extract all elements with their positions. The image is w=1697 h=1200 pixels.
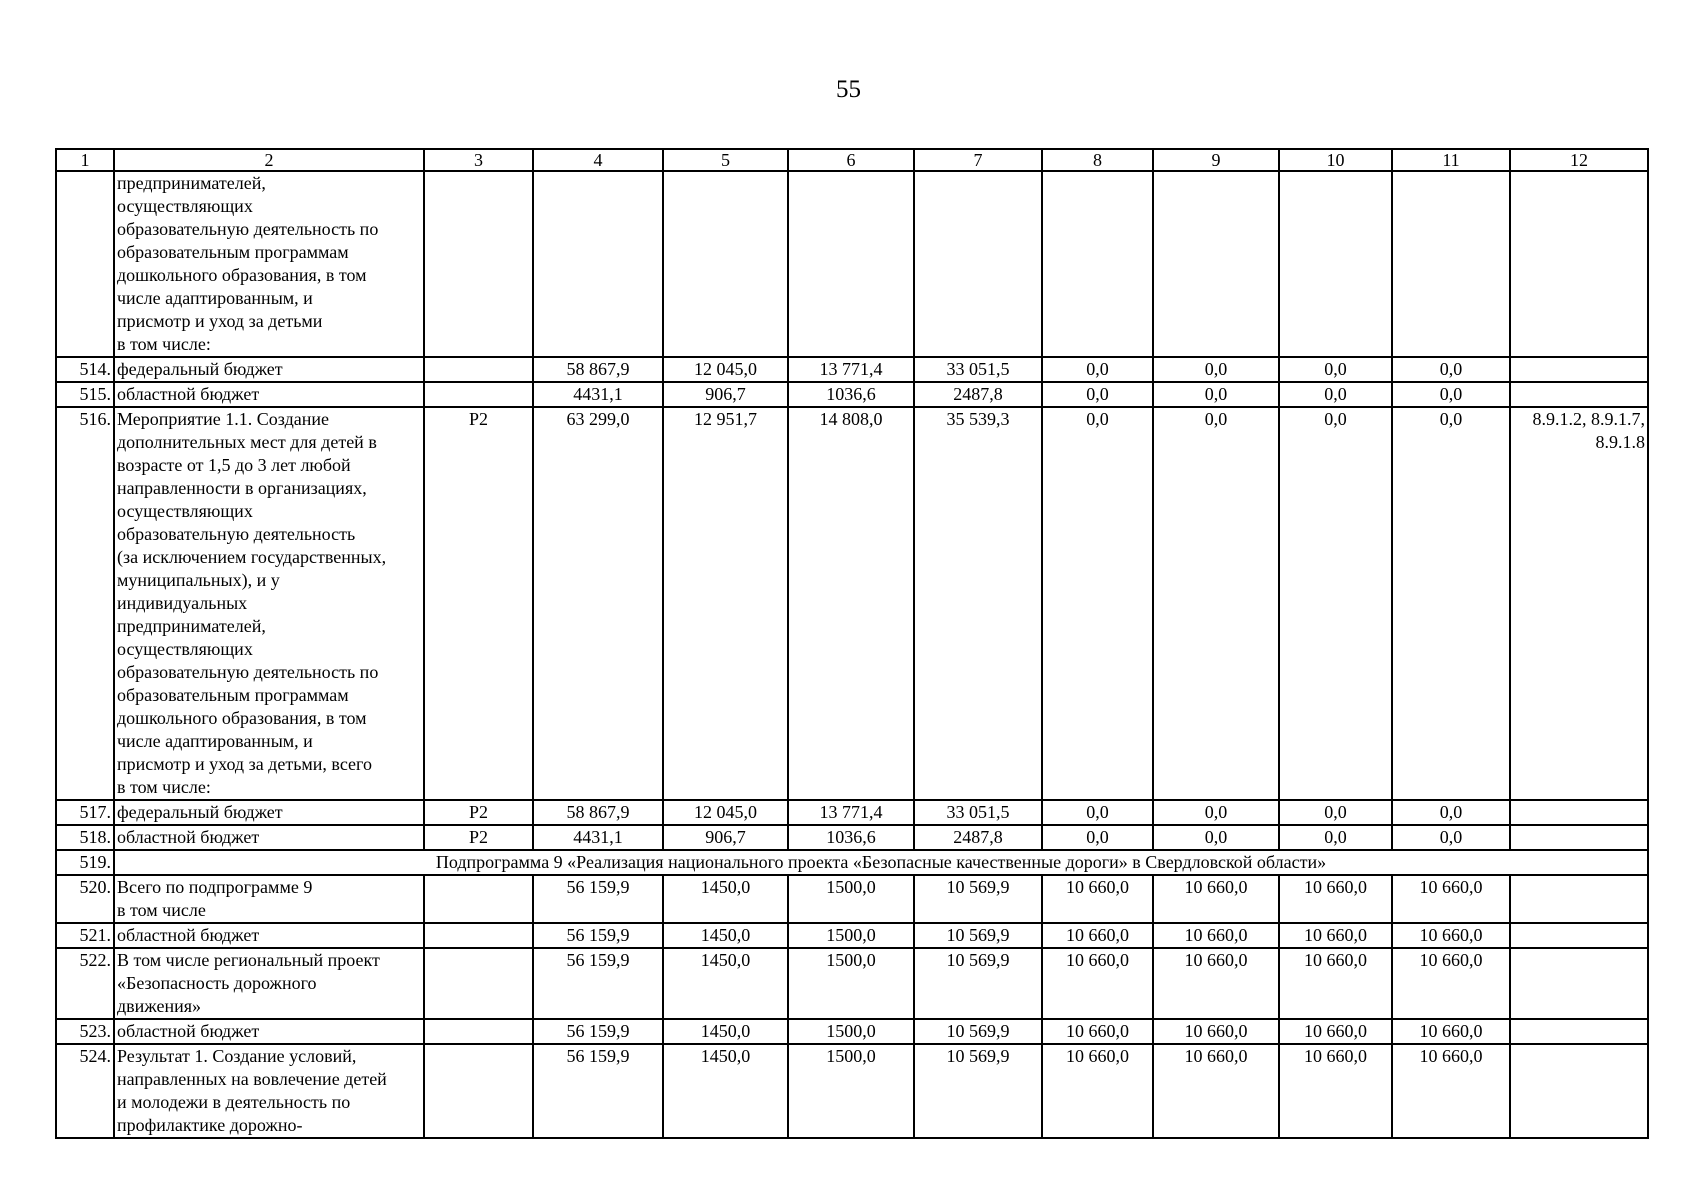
table-row xyxy=(56,1044,1648,1138)
amount-cell: 10 660,0 xyxy=(1279,923,1392,948)
subprogram-title: Подпрограмма 9 «Реализация национального проекта «Безопасные качественные дороги» в Свердловской области» xyxy=(114,850,1648,875)
row-number: 514. xyxy=(56,357,114,382)
table-row xyxy=(56,357,1648,382)
column-header: 9 xyxy=(1153,149,1279,171)
row-code xyxy=(424,948,533,1019)
amount-cell: 0,0 xyxy=(1392,407,1510,800)
row-description: федеральный бюджет xyxy=(114,800,424,825)
column-header: 12 xyxy=(1510,149,1648,171)
amount-cell: 12 045,0 xyxy=(663,800,788,825)
amount-cell: 2487,8 xyxy=(914,825,1042,850)
row-description: Всего по подпрограмме 9 в том числе xyxy=(114,875,424,923)
row-reference xyxy=(1510,1019,1648,1044)
amount-cell: 1450,0 xyxy=(663,875,788,923)
row-reference xyxy=(1510,825,1648,850)
amount-cell: 0,0 xyxy=(1153,825,1279,850)
budget-table xyxy=(55,148,1649,1139)
amount-cell xyxy=(1392,171,1510,357)
column-number-row xyxy=(56,149,1648,171)
amount-cell: 10 660,0 xyxy=(1042,923,1153,948)
amount-cell: 0,0 xyxy=(1392,800,1510,825)
amount-cell: 10 660,0 xyxy=(1279,1019,1392,1044)
row-reference xyxy=(1510,171,1648,357)
amount-cell: 0,0 xyxy=(1042,382,1153,407)
table-row xyxy=(56,171,1648,357)
amount-cell: 10 660,0 xyxy=(1392,923,1510,948)
table-row xyxy=(56,382,1648,407)
amount-cell: 2487,8 xyxy=(914,382,1042,407)
column-header: 4 xyxy=(533,149,663,171)
amount-cell: 58 867,9 xyxy=(533,800,663,825)
column-header: 3 xyxy=(424,149,533,171)
row-description: Мероприятие 1.1. Создание дополнительных мест для детей в возрасте от 1,5 до 3 лет любой направленности в организациях, осуществляющих образовательную деятельность (за исключением государственных, муниципальных), и у индивидуальных предпринимателей, осуществляющих образовательную деятельность по образовательным программам дошкольного образования, в том числе адаптированным, и присмотр и уход за детьми, всего в том числе: xyxy=(114,407,424,800)
amount-cell: 1450,0 xyxy=(663,948,788,1019)
row-number: 522. xyxy=(56,948,114,1019)
amount-cell: 10 569,9 xyxy=(914,875,1042,923)
amount-cell: 63 299,0 xyxy=(533,407,663,800)
amount-cell: 4431,1 xyxy=(533,382,663,407)
amount-cell: 1036,6 xyxy=(788,382,914,407)
row-code xyxy=(424,1019,533,1044)
amount-cell: 10 660,0 xyxy=(1042,1019,1153,1044)
row-code xyxy=(424,357,533,382)
amount-cell: 1500,0 xyxy=(788,923,914,948)
column-header: 5 xyxy=(663,149,788,171)
row-description: областной бюджет xyxy=(114,825,424,850)
amount-cell xyxy=(1279,171,1392,357)
row-code: Р2 xyxy=(424,800,533,825)
row-description: федеральный бюджет xyxy=(114,357,424,382)
amount-cell: 10 660,0 xyxy=(1392,948,1510,1019)
amount-cell: 10 660,0 xyxy=(1392,1044,1510,1138)
row-number: 524. xyxy=(56,1044,114,1138)
column-header: 2 xyxy=(114,149,424,171)
amount-cell: 0,0 xyxy=(1392,382,1510,407)
table-row xyxy=(56,948,1648,1019)
amount-cell: 14 808,0 xyxy=(788,407,914,800)
row-reference xyxy=(1510,948,1648,1019)
amount-cell: 0,0 xyxy=(1153,407,1279,800)
row-description: областной бюджет xyxy=(114,382,424,407)
amount-cell: 0,0 xyxy=(1042,407,1153,800)
amount-cell: 0,0 xyxy=(1153,382,1279,407)
row-code xyxy=(424,382,533,407)
amount-cell: 13 771,4 xyxy=(788,800,914,825)
amount-cell: 10 569,9 xyxy=(914,923,1042,948)
column-header: 11 xyxy=(1392,149,1510,171)
column-header: 7 xyxy=(914,149,1042,171)
amount-cell: 0,0 xyxy=(1279,800,1392,825)
column-header: 10 xyxy=(1279,149,1392,171)
amount-cell xyxy=(914,171,1042,357)
amount-cell: 4431,1 xyxy=(533,825,663,850)
amount-cell: 10 660,0 xyxy=(1153,948,1279,1019)
amount-cell: 56 159,9 xyxy=(533,1044,663,1138)
amount-cell: 10 660,0 xyxy=(1392,875,1510,923)
amount-cell: 1500,0 xyxy=(788,1044,914,1138)
row-description: Результат 1. Создание условий, направленных на вовлечение детей и молодежи в деятельность по профилактике дорожно- xyxy=(114,1044,424,1138)
table-row xyxy=(56,923,1648,948)
row-reference xyxy=(1510,875,1648,923)
amount-cell: 12 951,7 xyxy=(663,407,788,800)
row-reference xyxy=(1510,357,1648,382)
column-header: 6 xyxy=(788,149,914,171)
amount-cell: 0,0 xyxy=(1279,357,1392,382)
row-reference xyxy=(1510,1044,1648,1138)
amount-cell: 10 660,0 xyxy=(1279,1044,1392,1138)
column-header: 1 xyxy=(56,149,114,171)
row-reference: 8.9.1.2, 8.9.1.7, 8.9.1.8 xyxy=(1510,407,1648,800)
column-header: 8 xyxy=(1042,149,1153,171)
row-code: Р2 xyxy=(424,407,533,800)
row-number: 520. xyxy=(56,875,114,923)
amount-cell: 10 660,0 xyxy=(1392,1019,1510,1044)
amount-cell xyxy=(663,171,788,357)
amount-cell: 56 159,9 xyxy=(533,1019,663,1044)
table-row xyxy=(56,1019,1648,1044)
row-description: В том числе региональный проект «Безопасность дорожного движения» xyxy=(114,948,424,1019)
amount-cell: 0,0 xyxy=(1153,357,1279,382)
amount-cell: 10 660,0 xyxy=(1042,1044,1153,1138)
amount-cell: 56 159,9 xyxy=(533,875,663,923)
amount-cell xyxy=(533,171,663,357)
row-number: 516. xyxy=(56,407,114,800)
row-code xyxy=(424,875,533,923)
amount-cell: 10 569,9 xyxy=(914,1019,1042,1044)
amount-cell: 56 159,9 xyxy=(533,923,663,948)
amount-cell: 58 867,9 xyxy=(533,357,663,382)
amount-cell: 0,0 xyxy=(1279,382,1392,407)
table-row xyxy=(56,875,1648,923)
table-body xyxy=(56,171,1648,1138)
amount-cell: 0,0 xyxy=(1042,825,1153,850)
amount-cell: 10 569,9 xyxy=(914,948,1042,1019)
row-description: областной бюджет xyxy=(114,923,424,948)
row-reference xyxy=(1510,382,1648,407)
amount-cell: 10 660,0 xyxy=(1279,875,1392,923)
amount-cell: 906,7 xyxy=(663,382,788,407)
amount-cell: 1500,0 xyxy=(788,1019,914,1044)
amount-cell: 10 660,0 xyxy=(1153,923,1279,948)
row-reference xyxy=(1510,800,1648,825)
row-description: областной бюджет xyxy=(114,1019,424,1044)
amount-cell: 1450,0 xyxy=(663,923,788,948)
page-number: 55 xyxy=(836,76,861,103)
row-number: 518. xyxy=(56,825,114,850)
amount-cell xyxy=(1153,171,1279,357)
amount-cell: 56 159,9 xyxy=(533,948,663,1019)
amount-cell: 0,0 xyxy=(1042,357,1153,382)
amount-cell: 10 660,0 xyxy=(1279,948,1392,1019)
amount-cell: 10 569,9 xyxy=(914,1044,1042,1138)
row-code xyxy=(424,923,533,948)
amount-cell: 1450,0 xyxy=(663,1019,788,1044)
amount-cell: 0,0 xyxy=(1042,800,1153,825)
row-number: 523. xyxy=(56,1019,114,1044)
amount-cell: 0,0 xyxy=(1279,407,1392,800)
amount-cell xyxy=(788,171,914,357)
row-number: 521. xyxy=(56,923,114,948)
amount-cell: 10 660,0 xyxy=(1153,1019,1279,1044)
amount-cell: 0,0 xyxy=(1392,357,1510,382)
row-code: Р2 xyxy=(424,825,533,850)
amount-cell: 35 539,3 xyxy=(914,407,1042,800)
amount-cell: 0,0 xyxy=(1279,825,1392,850)
amount-cell: 10 660,0 xyxy=(1153,1044,1279,1138)
row-number xyxy=(56,171,114,357)
row-description: предпринимателей, осуществляющих образовательную деятельность по образовательным программам дошкольного образования, в том числе адаптированным, и присмотр и уход за детьми в том числе: xyxy=(114,171,424,357)
amount-cell: 33 051,5 xyxy=(914,357,1042,382)
row-number: 515. xyxy=(56,382,114,407)
amount-cell: 10 660,0 xyxy=(1042,948,1153,1019)
amount-cell: 10 660,0 xyxy=(1153,875,1279,923)
amount-cell: 0,0 xyxy=(1153,800,1279,825)
amount-cell: 1450,0 xyxy=(663,1044,788,1138)
amount-cell: 12 045,0 xyxy=(663,357,788,382)
table-row xyxy=(56,825,1648,850)
amount-cell: 0,0 xyxy=(1392,825,1510,850)
amount-cell: 33 051,5 xyxy=(914,800,1042,825)
table-row xyxy=(56,850,1648,875)
table-row xyxy=(56,407,1648,800)
amount-cell: 906,7 xyxy=(663,825,788,850)
amount-cell xyxy=(1042,171,1153,357)
row-code xyxy=(424,1044,533,1138)
amount-cell: 1036,6 xyxy=(788,825,914,850)
amount-cell: 1500,0 xyxy=(788,875,914,923)
table-row xyxy=(56,800,1648,825)
row-code xyxy=(424,171,533,357)
row-reference xyxy=(1510,923,1648,948)
amount-cell: 1500,0 xyxy=(788,948,914,1019)
amount-cell: 13 771,4 xyxy=(788,357,914,382)
row-number: 519. xyxy=(56,850,114,875)
amount-cell: 10 660,0 xyxy=(1042,875,1153,923)
row-number: 517. xyxy=(56,800,114,825)
